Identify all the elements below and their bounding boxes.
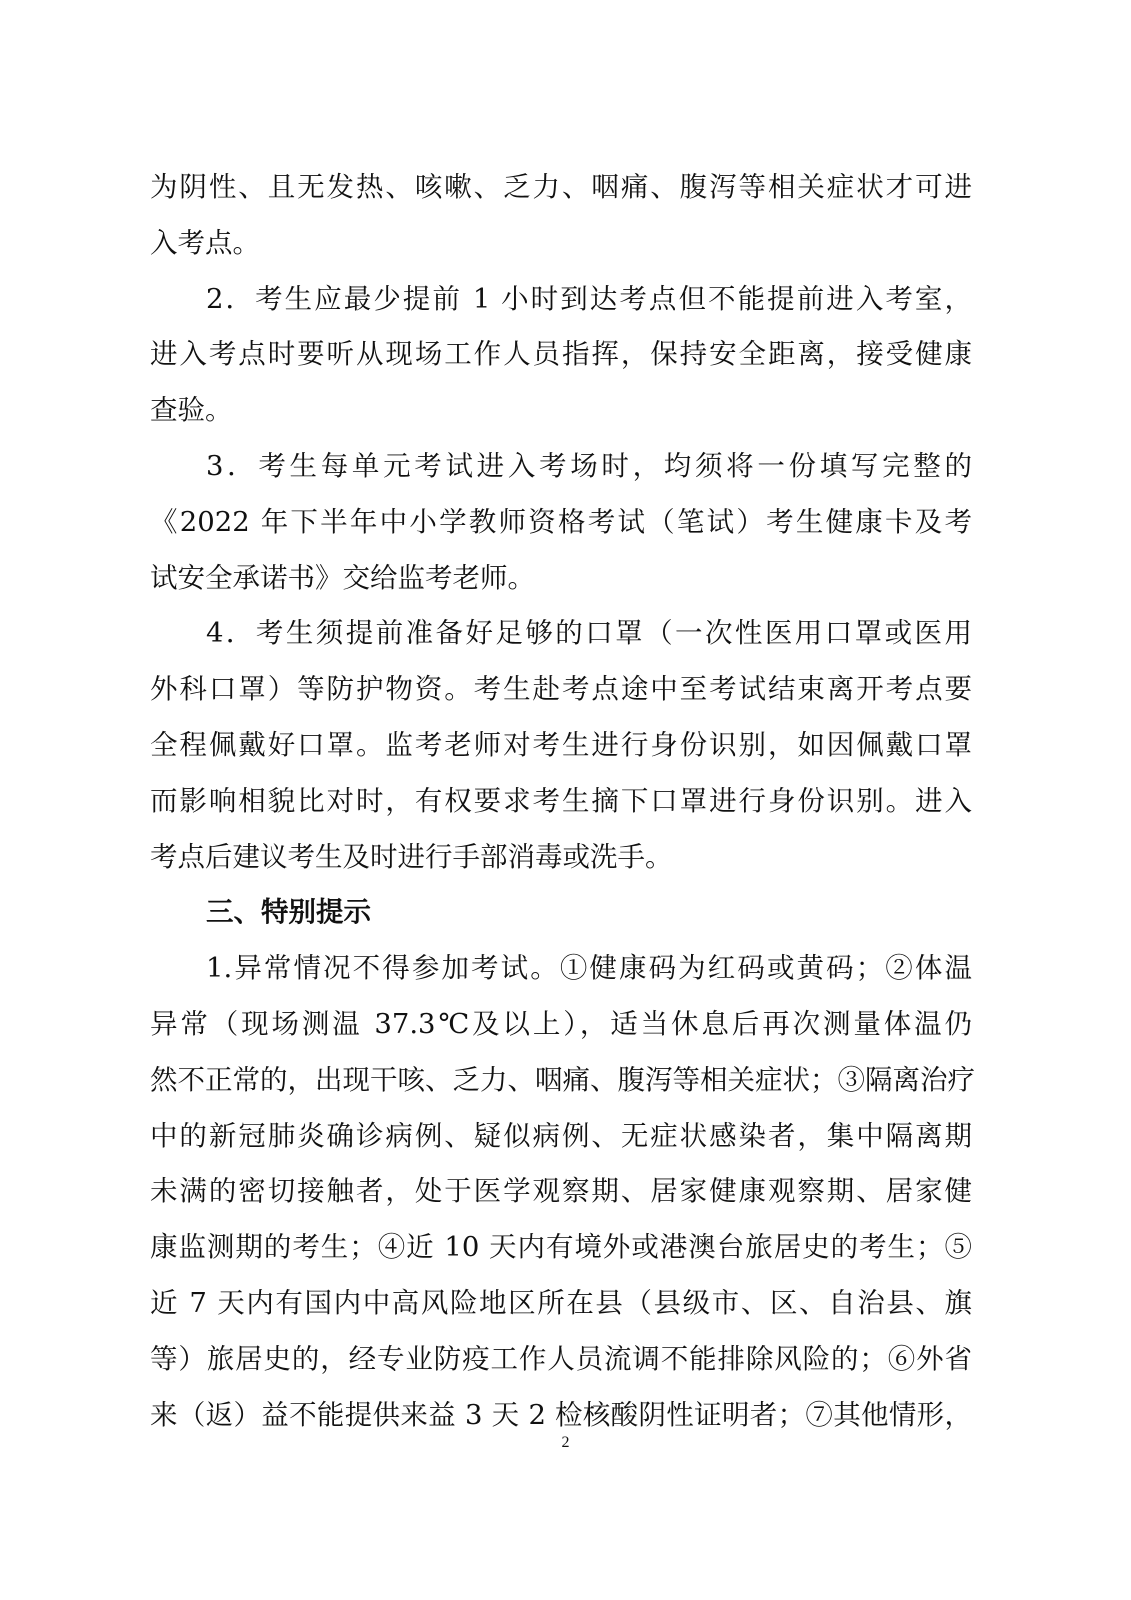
text-line: 未满的密切接触者，处于医学观察期、居家健康观察期、居家健 [150, 1175, 972, 1208]
text-line: 康监测期的考生；④近 10 天内有境外或港澳台旅居史的考生；⑤ [150, 1231, 972, 1264]
text-line: 全程佩戴好口罩。监考老师对考生进行身份识别，如因佩戴口罩 [150, 728, 972, 761]
page-number: 2 [561, 1434, 570, 1451]
text-line: 4．考生须提前准备好足够的口罩（一次性医用口罩或医用 [206, 617, 972, 650]
document-body [150, 164, 975, 1447]
text-line: 3．考生每单元考试进入考场时，均须将一份填写完整的 [206, 449, 972, 482]
text-line: 1.异常情况不得参加考试。①健康码为红码或黄码；②体温 [206, 952, 972, 985]
text-line: 而影响相貌比对时，有权要求考生摘下口罩进行身份识别。进入 [150, 784, 972, 817]
text-line: 试安全承诺书》交给监考老师。 [150, 561, 535, 594]
text-line: 然不正常的，出现干咳、乏力、咽痛、腹泻等相关症状；③隔离治疗 [150, 1063, 975, 1096]
text-line: 近 7 天内有国内中高风险地区所在县（县级市、区、自治县、旗 [150, 1286, 972, 1319]
text-line: 等）旅居史的，经专业防疫工作人员流调不能排除风险的；⑥外省 [150, 1342, 972, 1375]
text-line: 异常（现场测温 37.3℃及以上），适当休息后再次测量体温仍 [150, 1007, 972, 1040]
text-line: 外科口罩）等防护物资。考生赴考点途中至考试结束离开考点要 [150, 673, 972, 706]
text-line: 查验。 [150, 394, 233, 427]
text-line: 《2022 年下半年中小学教师资格考试（笔试）考生健康卡及考 [150, 505, 972, 538]
text-line: 为阴性、且无发热、咳嗽、乏力、咽痛、腹泻等相关症状才可进 [150, 171, 972, 203]
text-line: 来（返）益不能提供来益 3 天 2 检核酸阴性证明者；⑦其他情形， [150, 1398, 972, 1431]
text-line: 中的新冠肺炎确诊病例、疑似病例、无症状感染者，集中隔离期 [150, 1119, 972, 1152]
text-line: 入考点。 [150, 226, 260, 259]
text-line: 2．考生应最少提前 1 小时到达考点但不能提前进入考室， [206, 282, 972, 315]
section-heading: 三、特别提示 [206, 896, 371, 929]
text-line: 考点后建议考生及时进行手部消毒或洗手。 [150, 840, 673, 873]
text-line: 进入考点时要听从现场工作人员指挥，保持安全距离，接受健康 [150, 338, 972, 371]
